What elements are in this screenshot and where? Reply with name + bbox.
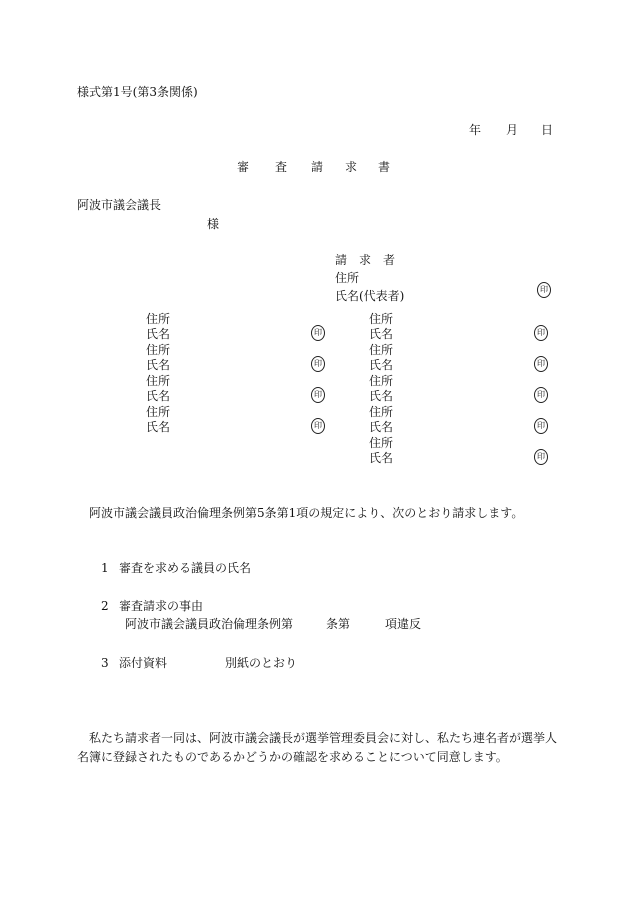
signatory-address-label: 住所	[369, 312, 394, 326]
item-label: 添付資料	[119, 656, 168, 670]
signatory-name-label: 氏名	[369, 389, 394, 403]
signatory-address-label: 住所	[369, 436, 394, 450]
signatory-name-label: 氏名	[369, 327, 394, 341]
title-char: 書	[378, 160, 391, 174]
clause-violation-label: 項違反	[385, 617, 422, 631]
signatory-address-label: 住所	[369, 374, 394, 388]
signatory-address-label: 住所	[146, 374, 171, 388]
date-month-label: 月	[506, 123, 519, 137]
seal-mark: 印	[311, 356, 325, 372]
intro-paragraph: 阿波市議会議員政治倫理条例第5条第1項の規定により、次のとおり請求します。	[89, 506, 524, 520]
requester-address-label: 住所	[335, 271, 360, 285]
item-number: 3	[101, 656, 109, 670]
item-label: 審査請求の事由	[119, 599, 204, 613]
seal-mark: 印	[534, 387, 548, 403]
seal-mark: 印	[534, 325, 548, 341]
seal-mark: 印	[534, 356, 548, 372]
signatory-name-label: 氏名	[146, 327, 171, 341]
seal-mark: 印	[537, 282, 551, 298]
seal-mark: 印	[534, 418, 548, 434]
date-year-label: 年	[469, 123, 482, 137]
seal-mark: 印	[311, 387, 325, 403]
requester-heading: 請 求 者	[335, 253, 396, 267]
item-label: 審査を求める議員の氏名	[119, 561, 252, 575]
date-day-label: 日	[541, 123, 554, 137]
signatory-address-label: 住所	[369, 343, 394, 357]
signatory-name-label: 氏名	[369, 420, 394, 434]
form-number: 様式第1号(第3条関係)	[77, 85, 198, 99]
requester-name-label: 氏名(代表者)	[335, 289, 405, 303]
signatory-name-label: 氏名	[146, 358, 171, 372]
signatory-address-label: 住所	[146, 312, 171, 326]
consent-line: 私たち請求者一同は、阿波市議会議長が選挙管理委員会に対し、私たち連名者が選挙人	[89, 731, 558, 745]
title-char: 請	[311, 160, 324, 174]
consent-line: 名簿に登録されたものであるかどうかの確認を求めることについて同意します。	[77, 750, 508, 764]
title-char: 求	[345, 160, 358, 174]
seal-mark: 印	[311, 325, 325, 341]
item-number: 2	[101, 599, 109, 613]
signatory-address-label: 住所	[146, 343, 171, 357]
seal-mark: 印	[534, 449, 548, 465]
attachment-value: 別紙のとおり	[225, 656, 298, 670]
title-char: 審	[237, 160, 250, 174]
title-char: 査	[275, 160, 288, 174]
addressee-honorific: 様	[207, 217, 220, 231]
signatory-address-label: 住所	[369, 405, 394, 419]
signatory-name-label: 氏名	[369, 358, 394, 372]
signatory-address-label: 住所	[146, 405, 171, 419]
signatory-name-label: 氏名	[369, 451, 394, 465]
item-number: 1	[101, 561, 109, 575]
signatory-name-label: 氏名	[146, 389, 171, 403]
article-label: 条第	[326, 617, 351, 631]
addressee-name: 阿波市議会議長	[77, 198, 162, 212]
seal-mark: 印	[311, 418, 325, 434]
ordinance-reference: 阿波市議会議員政治倫理条例第	[125, 617, 294, 631]
signatory-name-label: 氏名	[146, 420, 171, 434]
